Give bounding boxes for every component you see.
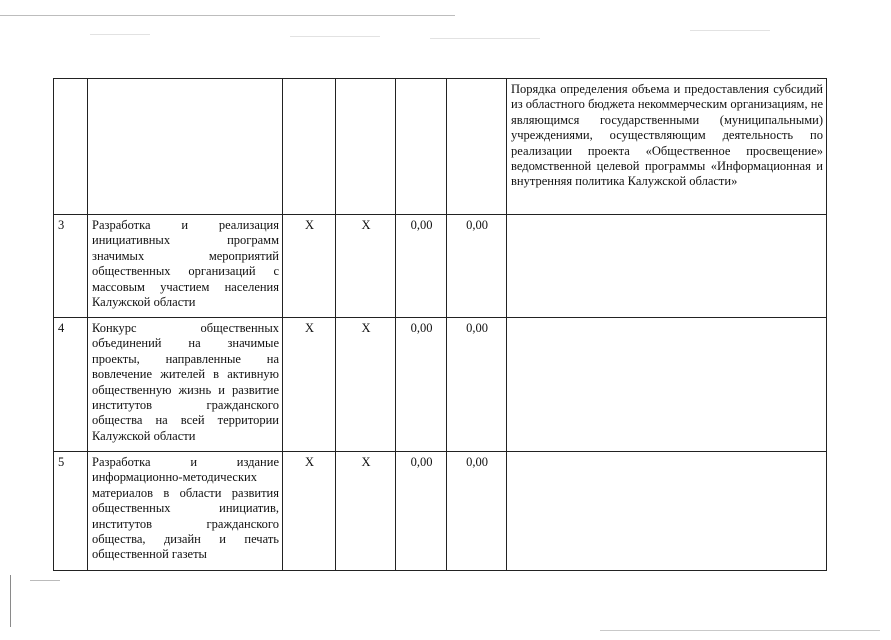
mark-cell <box>283 79 336 215</box>
legal-basis-cell <box>507 215 827 318</box>
row-number-cell: 4 <box>54 318 88 452</box>
legal-basis-text: Порядка определения объема и предоставления субсидий из областного бюджета некоммерческим организациям, не являющимся государственными (муниципальными) учреждениями, осуществляющим деятельность по реализации проекта «Общественное просвещение» ведомственной целевой программы «Информационная и внутренняя политика Калужской области» <box>511 82 823 189</box>
row-number-cell: 5 <box>54 452 88 571</box>
scan-smudge <box>430 38 540 39</box>
activity-name-cell <box>88 318 283 452</box>
scan-artifact-left-mark <box>10 575 11 627</box>
amount-cell <box>447 79 507 215</box>
scan-smudge <box>290 36 380 37</box>
legal-basis-cell <box>507 452 827 571</box>
activity-name-cell <box>88 452 283 571</box>
mark-cell: Х <box>336 215 396 318</box>
amount-cell: 0,00 <box>396 215 447 318</box>
amount-cell: 0,00 <box>396 318 447 452</box>
legal-basis-cell <box>507 79 827 215</box>
amount-cell: 0,00 <box>447 452 507 571</box>
scan-artifact-bottom-line <box>600 630 880 631</box>
mark-cell: Х <box>283 452 336 571</box>
table-row <box>54 215 827 318</box>
amount-cell: 0,00 <box>447 318 507 452</box>
scan-artifact-top-line <box>0 15 455 16</box>
mark-cell: Х <box>283 318 336 452</box>
activity-name-text: Конкурс общественных объединений на значимые проекты, направленные на вовлечение жителей в активную общественную жизнь и развитие институтов гражданского общества на всей территории Калужской области <box>92 321 279 443</box>
mark-cell: Х <box>336 452 396 571</box>
table-row <box>54 79 827 215</box>
row-number-cell <box>54 79 88 215</box>
mark-cell: Х <box>336 318 396 452</box>
table-row <box>54 318 827 452</box>
table-row <box>54 452 827 571</box>
scan-artifact-left-line <box>30 580 60 581</box>
row-number-cell: 3 <box>54 215 88 318</box>
budget-table <box>53 78 827 571</box>
activity-name-cell <box>88 79 283 215</box>
mark-cell <box>336 79 396 215</box>
amount-cell <box>396 79 447 215</box>
activity-name-text: Разработка и реализация инициативных программ значимых мероприятий общественных организаций с массовым участием населения Калужской области <box>92 218 279 310</box>
scan-smudge <box>90 34 150 35</box>
activity-name-cell <box>88 215 283 318</box>
legal-basis-cell <box>507 318 827 452</box>
mark-cell: Х <box>283 215 336 318</box>
amount-cell: 0,00 <box>447 215 507 318</box>
scan-smudge <box>690 30 770 31</box>
activity-name-text: Разработка и издание информационно-методических материалов в области развития общественных инициатив, институтов гражданского общества, дизайн и печать общественной газеты <box>92 455 279 562</box>
amount-cell: 0,00 <box>396 452 447 571</box>
